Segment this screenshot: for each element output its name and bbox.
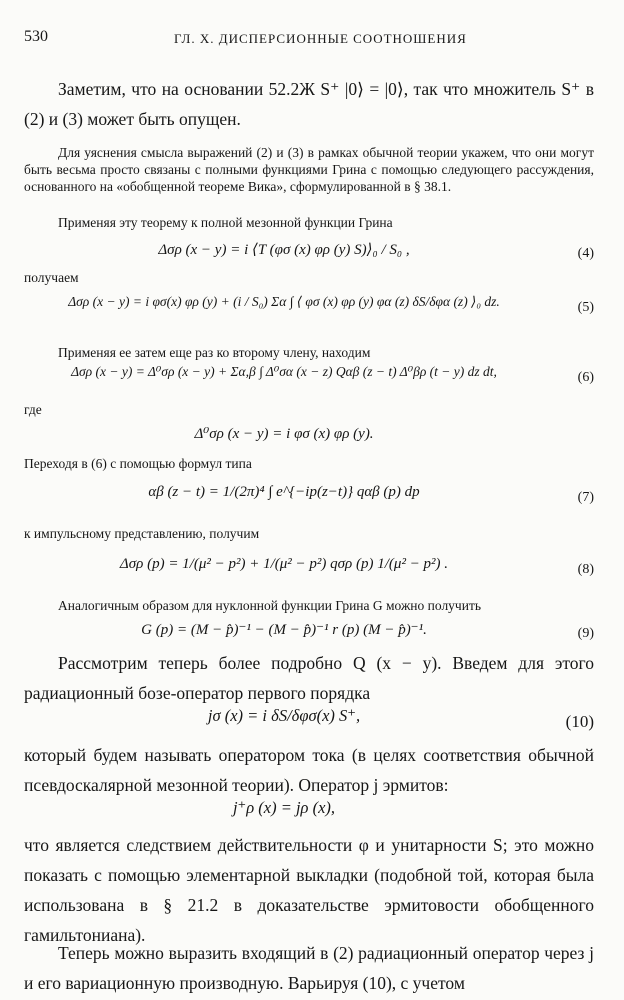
equation-hermitian	[24, 798, 594, 832]
equation-hermitian-formula: j⁺ρ (x) = jρ (x),	[232, 798, 336, 817]
page-number: 530	[24, 28, 48, 45]
paragraph-green-functions: Для уяснения смысла выражений (2) и (3) в рамках обычной теории укажем, что они могут быть весьма просто связаны с полными функциями Грина с помощью следующего рассуждения, основанного на «обобщенной теореме Вика», сформулированной в § 38.1.	[24, 145, 594, 194]
label-momentum-rep: к импульсному представлению, получим	[24, 526, 260, 541]
equation-10	[24, 706, 594, 740]
equation-8	[24, 556, 594, 590]
label-gde: где	[24, 402, 42, 417]
equation-4	[24, 240, 594, 274]
equation-free-propagator-formula: Δ⁰σρ (x − y) = i φσ (x) φρ (y).	[194, 426, 374, 442]
equation-7-formula: αβ (z − t) = 1/(2π)⁴ ∫ e^{−ip(z−t)} qαβ (p) dp	[148, 484, 420, 500]
equation-free-propagator	[24, 424, 594, 458]
equation-8-formula: Δσρ (p) = 1/(μ² − p²) + 1/(μ² − p²) qσρ (p) 1/(μ² − p²) .	[119, 556, 449, 572]
equation-4-formula: Δσρ (x − y) = i ⟨T (φσ (x) φρ (y) S)⟩₀ / S₀ ,	[158, 242, 410, 258]
paragraph-apply-theorem: Применяя эту теорему к полной мезонной функции Грина	[58, 215, 393, 230]
equation-6-formula: Δσρ (x − y) = Δ⁰σρ (x − y) + Σα,β ∫ Δ⁰σα (x − z) Qαβ (z − t) Δ⁰βρ (t − y) dz dt,	[71, 364, 497, 379]
equation-5-formula: Δσρ (x − y) = i φσ(x) φρ (y) + (i / S₀) Σα ∫ ⟨ φσ (x) φρ (y) φα (z) δS/δφα (z) ⟩₀ dz.	[68, 294, 500, 309]
paragraph-current-operator: который будем называть оператором тока (в целях соответствия обычной псевдоскалярной мезонной теории). Оператор j эрмитов:	[24, 745, 594, 795]
paragraph-s-note: Заметим, что на основании 52.2Ж S⁺ |0⟩ = |0⟩, так что множитель S⁺ в (2) и (3) может быть опущен.	[24, 79, 594, 129]
equation-5-number: (5)	[577, 300, 594, 315]
equation-5	[24, 294, 594, 328]
page-header	[24, 28, 600, 50]
paragraph-reality-unitarity: что является следствием действительности φ и унитарности S; это можно показать с помощью элементарной выкладки (подобной той, которая была использована в § 21.2 в доказательстве эрмитовости обобщенного гамильтониана).	[24, 835, 594, 945]
running-title: ГЛ. X. ДИСПЕРСИОННЫЕ СООТНОШЕНИЯ	[174, 31, 467, 46]
paragraph-apply-again: Применяя ее затем еще раз ко второму члену, находим	[58, 345, 371, 360]
label-poluchaem: получаем	[24, 270, 79, 285]
equation-9-formula: G (p) = (M − p̂)⁻¹ − (M − p̂)⁻¹ r (p) (M − p̂)⁻¹.	[141, 622, 427, 638]
equation-10-number: (10)	[565, 712, 594, 731]
paragraph-variation: Теперь можно выразить входящий в (2) радиационный оператор через j и его вариационную производную. Варьируя (10), с учетом	[24, 943, 594, 993]
equation-7-number: (7)	[577, 490, 594, 505]
equation-7	[24, 484, 594, 518]
equation-6	[24, 364, 594, 398]
equation-8-number: (8)	[577, 562, 594, 577]
equation-4-number: (4)	[577, 246, 594, 261]
equation-9-number: (9)	[577, 626, 594, 641]
paragraph-consider-q: Рассмотрим теперь более подробно Q (x − y). Введем для этого радиационный бозе-оператор первого порядка	[24, 653, 594, 703]
paragraph-nucleon: Аналогичным образом для нуклонной функции Грина G можно получить	[58, 598, 481, 613]
equation-6-number: (6)	[577, 370, 594, 385]
equation-10-formula: jσ (x) = i δS/δφσ(x) S⁺,	[207, 706, 361, 725]
paragraph-transition: Переходя в (6) с помощью формул типа	[24, 456, 252, 471]
